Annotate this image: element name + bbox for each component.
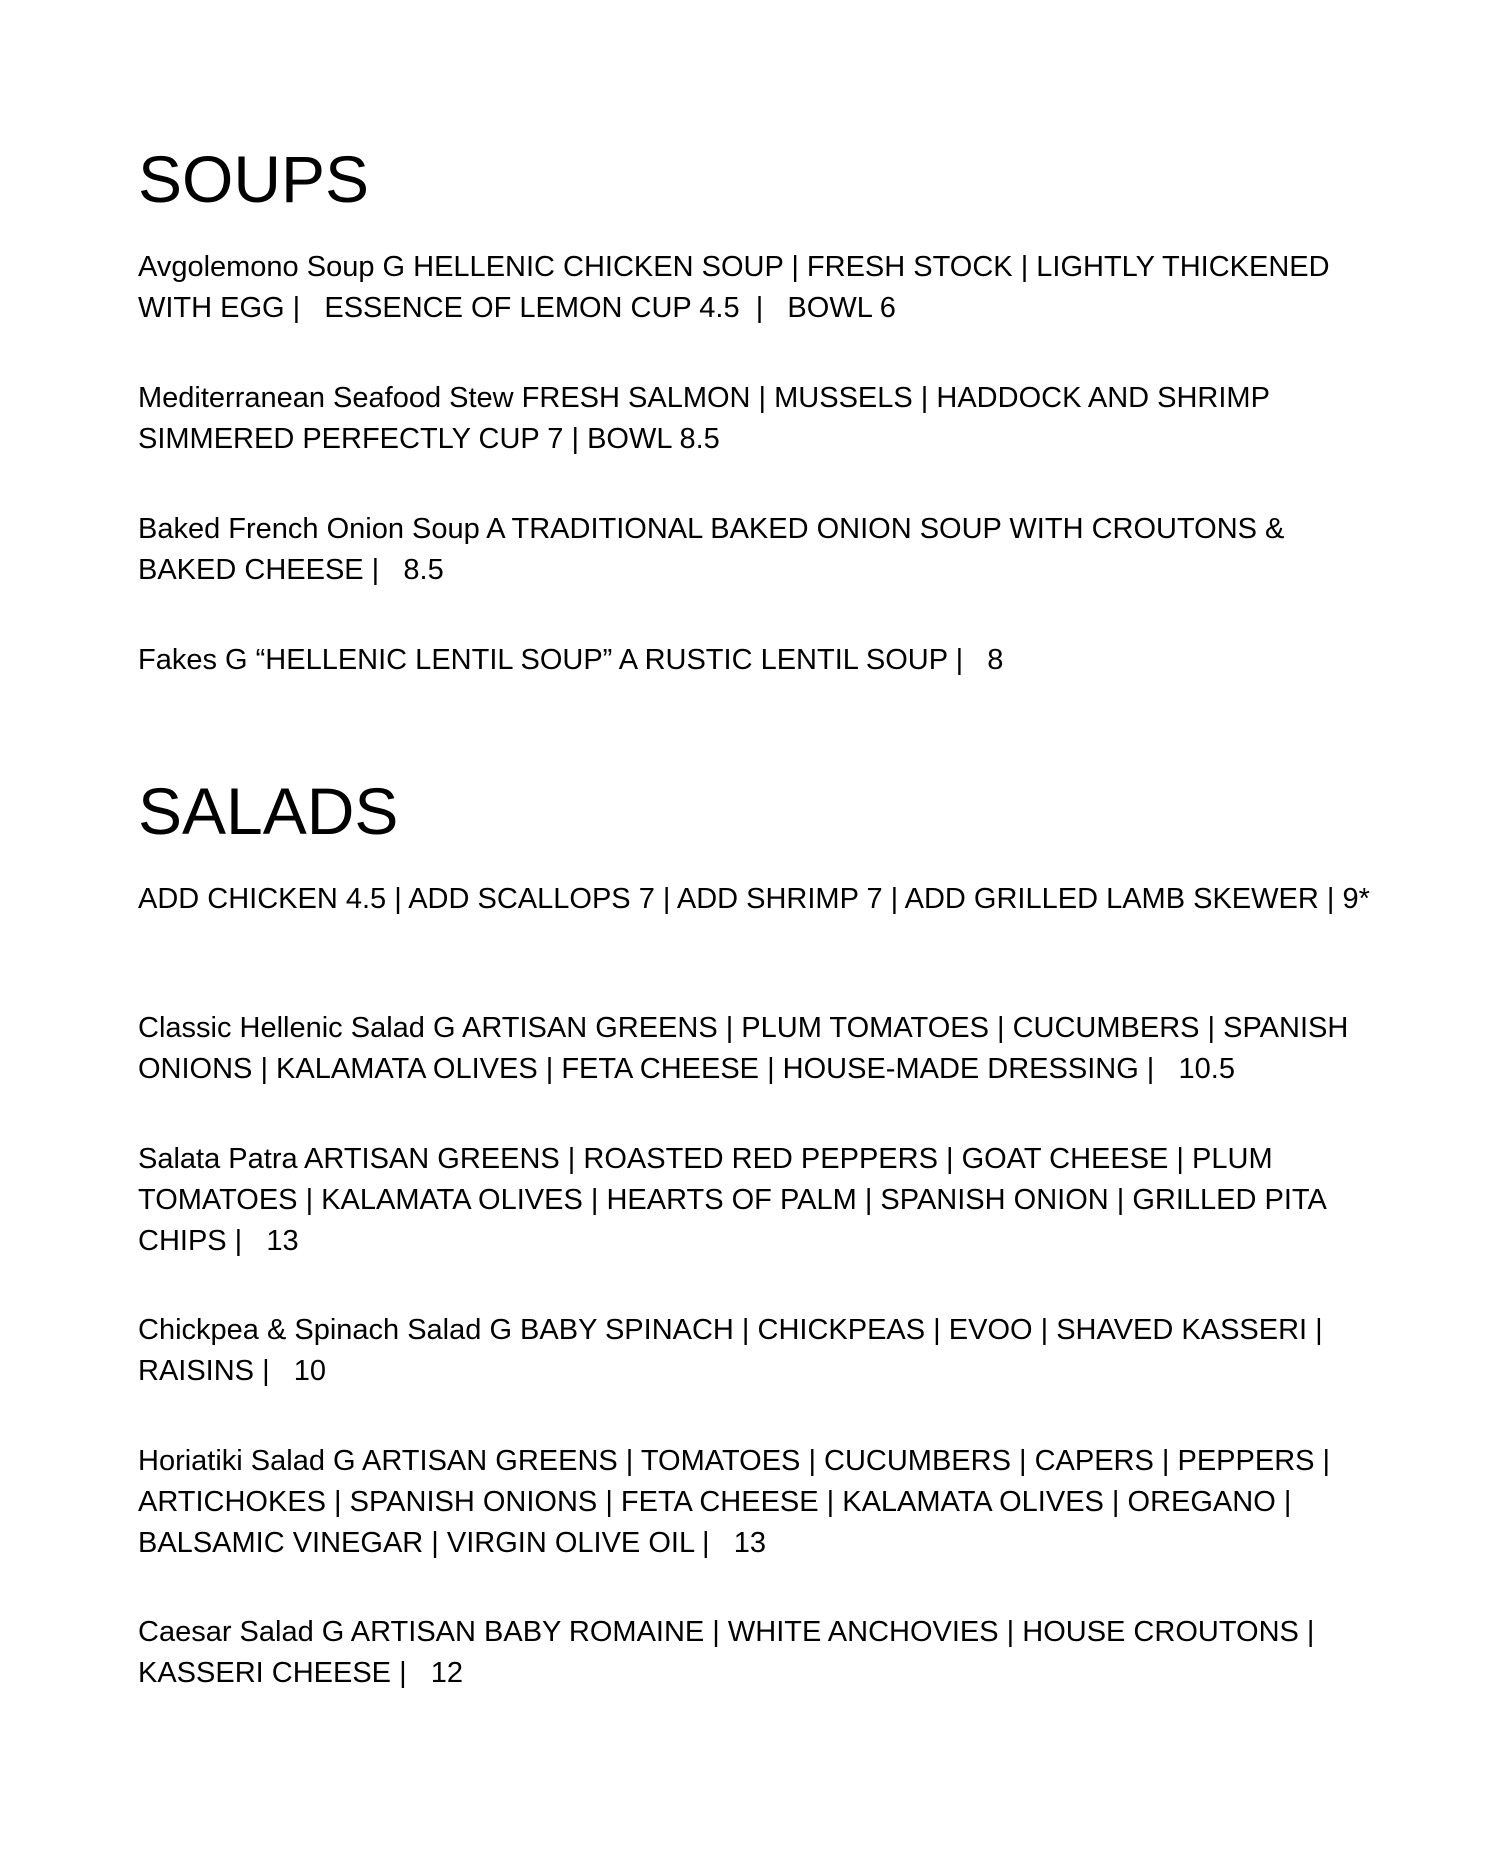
salad-item-classic-hellenic: Classic Hellenic Salad G ARTISAN GREENS | PLUM TOMATOES | CUCUMBERS | SPANISH ONIONS | KALAMATA OLIVES | FETA CHEESE | HOUSE-MADE DRESSING | 10.5: [138, 1012, 1357, 1085]
soup-item-seafood-stew: Mediterranean Seafood Stew FRESH SALMON | MUSSELS | HADDOCK AND SHRIMP SIMMERED PERFECTLY CUP 7 | BOWL 8.5: [138, 382, 1278, 455]
soups-heading: SOUPS: [138, 142, 370, 216]
soup-item-fakes: Fakes G “HELLENIC LENTIL SOUP” A RUSTIC LENTIL SOUP | 8: [138, 644, 1004, 676]
salad-item-chickpea-spinach: Chickpea & Spinach Salad G BABY SPINACH | CHICKPEAS | EVOO | SHAVED KASSERI | RAISINS | 10: [138, 1314, 1331, 1387]
salad-item-caesar: Caesar Salad G ARTISAN BABY ROMAINE | WHITE ANCHOVIES | HOUSE CROUTONS | KASSERI CHEESE | 12: [138, 1616, 1323, 1689]
salad-item-salata-patra: Salata Patra ARTISAN GREENS | ROASTED RED PEPPERS | GOAT CHEESE | PLUM TOMATOES | KALAMATA OLIVES | HEARTS OF PALM | SPANISH ONION | GRILLED PITA CHIPS | 13: [138, 1143, 1334, 1257]
salad-add-ons: ADD CHICKEN 4.5 | ADD SCALLOPS 7 | ADD SHRIMP 7 | ADD GRILLED LAMB SKEWER | 9*: [138, 883, 1370, 915]
soup-item-avgolemono: Avgolemono Soup G HELLENIC CHICKEN SOUP | FRESH STOCK | LIGHTLY THICKENED WITH EGG | ESSENCE OF LEMON CUP 4.5 | BOWL 6: [138, 251, 1338, 324]
soup-item-french-onion: Baked French Onion Soup A TRADITIONAL BAKED ONION SOUP WITH CROUTONS & BAKED CHEESE | 8.5: [138, 513, 1293, 586]
salad-item-horiatiki: Horiatiki Salad G ARTISAN GREENS | TOMATOES | CUCUMBERS | CAPERS | PEPPERS | ARTICHOKES | SPANISH ONIONS | FETA CHEESE | KALAMATA OLIVES | OREGANO | BALSAMIC VINEGAR | VIRGIN OLIVE OIL | 13: [138, 1445, 1337, 1559]
salads-heading: SALADS: [138, 774, 399, 848]
